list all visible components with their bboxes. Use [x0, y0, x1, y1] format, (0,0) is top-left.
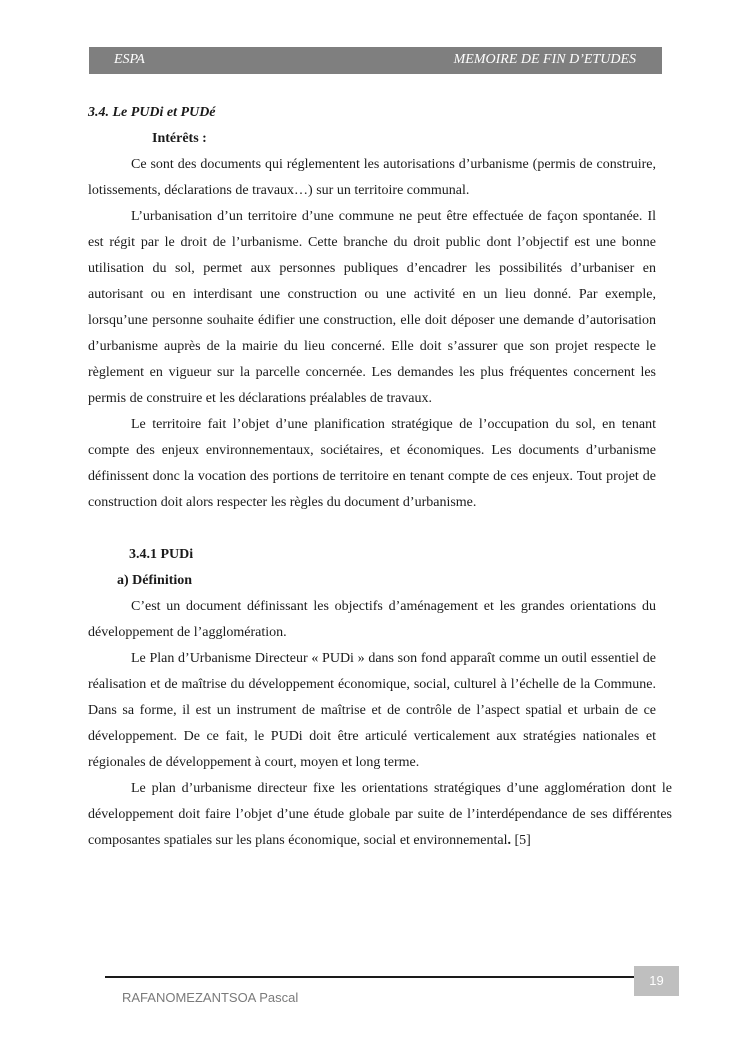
- definition-heading: a) Définition: [117, 573, 193, 588]
- page-body: [88, 100, 672, 854]
- paragraph: C’est un document définissant les objectifs d’aménagement et les grandes orientations du développement de l’agglomération.: [88, 599, 656, 640]
- subsection-title: 3.4.1 PUDi: [129, 547, 194, 562]
- paragraph: Ce sont des documents qui réglementent les autorisations d’urbanisme (permis de construire, lotissements, déclarations de travaux…) sur un territoire communal.: [88, 157, 656, 198]
- footer-rule: [105, 976, 634, 978]
- paragraph-last: [88, 776, 672, 854]
- header-school: ESPA: [114, 52, 145, 67]
- footer-author: RAFANOMEZANTSOA Pascal: [122, 990, 299, 1005]
- blank-line: [88, 516, 656, 542]
- paragraph: Le Plan d’Urbanisme Directeur « PUDi » dans son fond apparaît comme un outil essentiel de réalisation et de maîtrise du développement économique, social, culturel à l’échelle de la Commune. Dans sa forme, il est un instrument de maîtrise et de contrôle de l’aspect spatial et urbain de ce développement. De ce fait, le PUDi doit être articulé verticalement aux stratégies nationales et régionales de développement à court, moyen et long terme.: [88, 651, 656, 770]
- paragraph: L’urbanisation d’un territoire d’une commune ne peut être effectuée de façon spontanée. Il est régit par le droit de l’urbanisme. Cette branche du droit public dont l’objectif est une bonne utilisation du sol, permet aux personnes publiques d’encadrer les possibilités d’urbaniser en autorisant ou en interdisant une construction ou une activité en un lieu donné. Par exemple, lorsqu’une personne souhaite édifier une construction, elle doit déposer une demande d’autorisation d’urbanisme auprès de la mairie du lieu concerné. Elle doit s’assurer que son projet respecte le règlement en vigueur sur la parcelle concernée. Les demandes les plus fréquentes concernent les permis de construire et les déclarations préalables de travaux.: [88, 209, 656, 406]
- running-header: [89, 47, 662, 74]
- section-title: 3.4. Le PUDi et PUDé: [88, 105, 216, 120]
- paragraph-period: .: [507, 833, 511, 848]
- citation: [5]: [511, 833, 531, 848]
- header-document-type: MEMOIRE DE FIN D’ETUDES: [453, 52, 636, 67]
- interest-heading: Intérêts :: [152, 131, 207, 146]
- paragraph-text: Le plan d’urbanisme directeur fixe les orientations stratégiques d’une agglomération dont le développement doit faire l’objet d’une étude globale par suite de l’interdépendance de ses différentes composantes spatiales sur les plans économique, social et environnemental: [88, 781, 672, 848]
- paragraph: Le territoire fait l’objet d’une planification stratégique de l’occupation du sol, en tenant compte des enjeux environnementaux, sociétaires, et économiques. Les documents d’urbanisme définissent donc la vocation des portions de territoire en tenant compte de ces enjeux. Tout projet de construction doit alors respecter les règles du document d’urbanisme.: [88, 417, 656, 510]
- page-number: 19: [634, 966, 679, 996]
